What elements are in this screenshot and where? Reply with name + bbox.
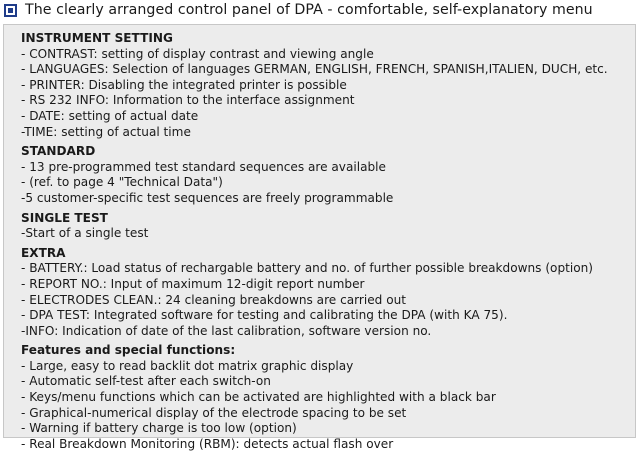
section-line: - Automatic self-test after each switch-on xyxy=(21,374,271,389)
section-title: INSTRUMENT SETTING xyxy=(21,31,173,45)
section-single-test xyxy=(21,211,635,242)
section-line: - (ref. to page 4 "Technical Data") xyxy=(21,175,223,190)
section-line: - ELECTRODES CLEAN.: 24 cleaning breakdowns are carried out xyxy=(21,292,407,307)
section-line: - LANGUAGES: Selection of languages GERMAN, ENGLISH, FRENCH, SPANISH,ITALIEN, DUCH, etc. xyxy=(21,62,608,77)
section-line: - Keys/menu functions which can be activated are highlighted with a black bar xyxy=(21,390,496,405)
section-line: - Warning if battery charge is too low (option) xyxy=(21,421,297,436)
section-title: SINGLE TEST xyxy=(21,210,108,225)
section-line: - CONTRAST: setting of display contrast and viewing angle xyxy=(21,46,374,61)
page-title: The clearly arranged control panel of DPA - comfortable, self-explanatory menu xyxy=(25,2,593,18)
feature-panel xyxy=(3,24,636,451)
section-line: - Graphical-numerical display of the electrode spacing to be set xyxy=(21,405,407,420)
section-standard xyxy=(21,144,635,206)
section-title: EXTRA xyxy=(21,245,66,260)
section-line: - Real Breakdown Monitoring (RBM): detects actual flash over xyxy=(21,436,394,451)
section-line: - PRINTER: Disabling the integrated printer is possible xyxy=(21,77,347,92)
section-line: - 13 pre-programmed test standard sequences are available xyxy=(21,159,386,174)
section-line: - RS 232 INFO: Information to the interface assignment xyxy=(21,93,355,108)
section-line: - DPA TEST: Integrated software for testing and calibrating the DPA (with KA 75). xyxy=(21,308,508,323)
section-title: Features and special functions: xyxy=(21,343,236,358)
section-line: -INFO: Indication of date of the last calibration, software version no. xyxy=(21,323,432,338)
section-line: - Large, easy to read backlit dot matrix graphic display xyxy=(21,358,354,373)
section-line: - REPORT NO.: Input of maximum 12-digit report number xyxy=(21,276,365,291)
section-line: - DATE: setting of actual date xyxy=(21,108,199,123)
page-header xyxy=(2,0,638,20)
section-line: -Start of a single test xyxy=(21,226,149,241)
section-line: - BATTERY.: Load status of rechargable battery and no. of further possible breakdowns (option) xyxy=(21,261,594,276)
section-features xyxy=(21,343,635,452)
section-title: STANDARD xyxy=(21,144,96,159)
section-line: -TIME: setting of actual time xyxy=(21,124,191,139)
section-instrument-setting xyxy=(21,31,635,140)
section-extra xyxy=(21,246,635,340)
section-line: -5 customer-specific test sequences are freely programmable xyxy=(21,190,394,205)
square-bullet-icon xyxy=(4,4,17,17)
